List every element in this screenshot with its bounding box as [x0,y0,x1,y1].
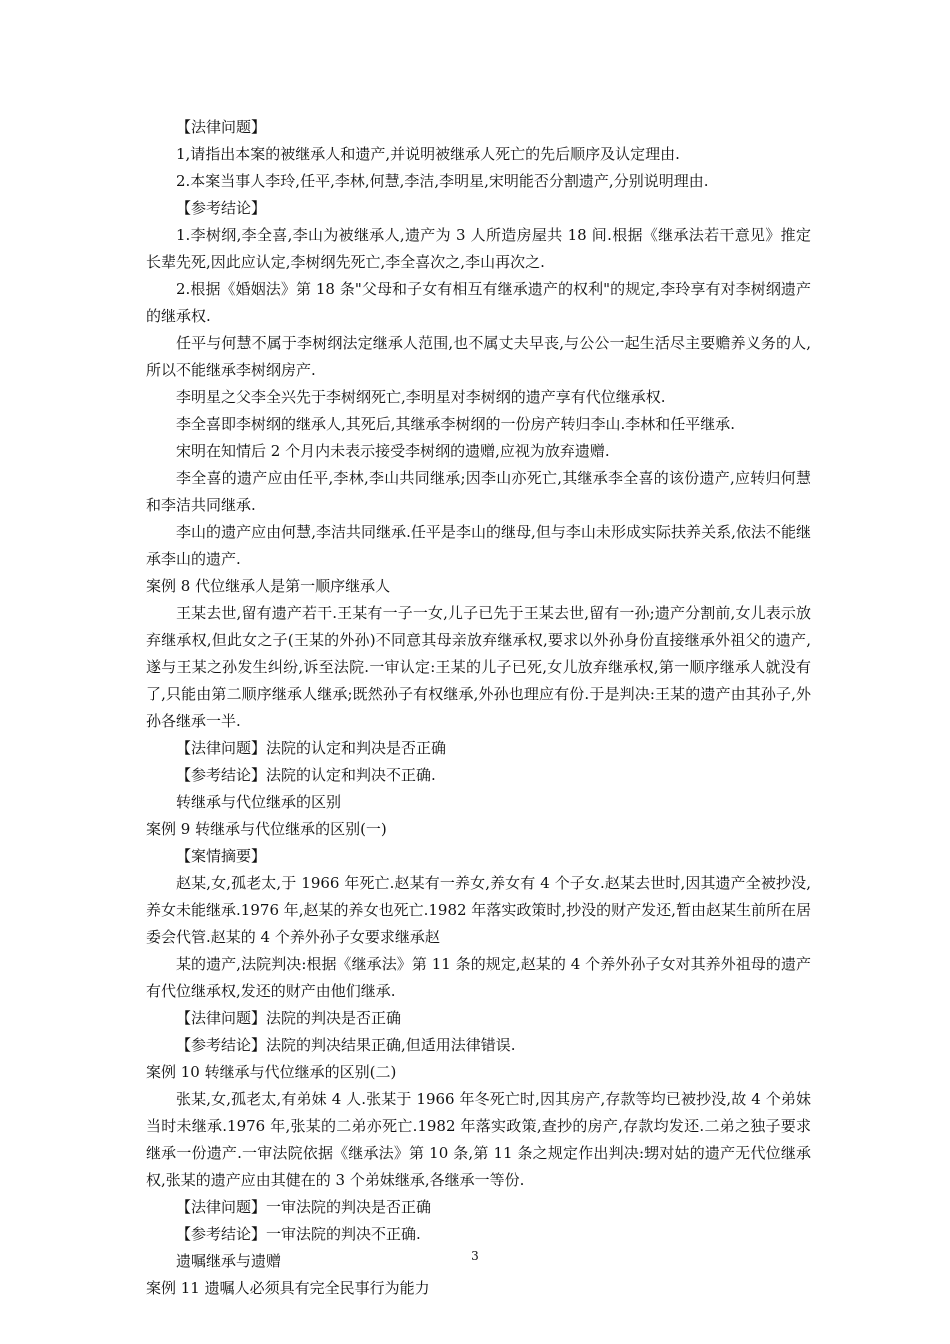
paragraph-reference-conclusion-heading: 【参考结论】 [176,199,267,217]
case-9-summary-heading: 【案情摘要】 [176,847,267,865]
case-10-title: 案例 10 转继承与代位继承的区别(二) [146,1063,397,1081]
paragraph-conclusion-1: 1.李树纲,李全喜,李山为被继承人,遗产为 3 人所造房屋共 18 间.根据《继承法若干意见》推定长辈先死,因此应认定,李树纲先死亡,李全喜次之,李山再次之. [146,226,811,271]
page-number: 3 [471,1249,479,1263]
case-8-question: 【法律问题】法院的认定和判决是否正确 [176,739,447,757]
paragraph-limingxing: 李明星之父李全兴先于李树纲死亡,李明星对李树纲的遗产享有代位继承权. [176,388,666,406]
case-9-title: 案例 9 转继承与代位继承的区别(一) [146,820,387,838]
paragraph-question-2: 2.本案当事人李玲,任平,李林,何慧,李洁,李明星,宋明能否分割遗产,分别说明理由. [176,172,709,190]
case-10-question: 【法律问题】一审法院的判决是否正确 [176,1198,432,1216]
paragraph-conclusion-2: 2.根据《婚姻法》第 18 条"父母和子女有相互有继承遗产的权利"的规定,李玲享有对李树纲遗产的继承权. [146,280,811,325]
paragraph-liquanxi: 李全喜即李树纲的继承人,其死后,其继承李树纲的一份房产转归李山.李林和任平继承. [176,415,736,433]
case-9-facts-continued: 某的遗产,法院判决:根据《继承法》第 11 条的规定,赵某的 4 个养外孙子女对其养外祖母的遗产有代位继承权,发还的财产由他们继承. [146,955,811,1000]
case-8-title: 案例 8 代位继承人是第一顺序继承人 [146,577,391,595]
case-9-question: 【法律问题】法院的判决是否正确 [176,1009,402,1027]
paragraph-songming: 宋明在知情后 2 个月内未表示接受李树纲的遗赠,应视为放弃遗赠. [176,442,610,460]
case-9-facts: 赵某,女,孤老太,于 1966 年死亡.赵某有一养女,养女有 4 个子女.赵某去世时,因其遗产全被抄没,养女未能继承.1976 年,赵某的养女也死亡.1982 年落实政策时,抄没的财产发还,暂由赵某生前所在居委会代管.赵某的 4 个养外孙子女要求继承赵 [146,874,811,946]
document-body [146,114,811,1302]
paragraph-liquanxi-estate: 李全喜的遗产应由任平,李林,李山共同继承;因李山亦死亡,其继承李全喜的该份遗产,应转归何慧和李洁共同继承. [146,469,811,514]
paragraph-legal-question-heading: 【法律问题】 [176,118,267,136]
case-8-conclusion: 【参考结论】法院的认定和判决不正确. [176,766,436,784]
section-heading-transfer-vs-subrogation: 转继承与代位继承的区别 [176,793,342,811]
case-9-conclusion: 【参考结论】法院的判决结果正确,但适用法律错误. [176,1036,516,1054]
paragraph-renping-hehui: 任平与何慧不属于李树纲法定继承人范围,也不属丈夫早丧,与公公一起生活尽主要赡养义务的人,所以不能继承李树纲房产. [146,334,811,379]
paragraph-question-1: 1,请指出本案的被继承人和遗产,并说明被继承人死亡的先后顺序及认定理由. [176,145,680,163]
case-8-facts: 王某去世,留有遗产若干.王某有一子一女,儿子已先于王某去世,留有一孙;遗产分割前,女儿表示放弃继承权,但此女之子(王某的外孙)不同意其母亲放弃继承权,要求以外孙身份直接继承外祖父的遗产,遂与王某之孙发生纠纷,诉至法院.一审认定:王某的儿子已死,女儿放弃继承权,第一顺序继承人就没有了,只能由第二顺序继承人继承;既然孙子有权继承,外孙也理应有份.于是判决:王某的遗产由其孙子,外孙各继承一半. [146,604,811,730]
case-11-title: 案例 11 遗嘱人必须具有完全民事行为能力 [146,1279,430,1297]
paragraph-lishan-estate: 李山的遗产应由何慧,李洁共同继承.任平是李山的继母,但与李山未形成实际扶养关系,依法不能继承李山的遗产. [146,523,811,568]
case-10-facts: 张某,女,孤老太,有弟妹 4 人.张某于 1966 年冬死亡时,因其房产,存款等均已被抄没,故 4 个弟妹当时未继承.1976 年,张某的二弟亦死亡.1982 年落实政策,查抄的房产,存款均发还.二弟之独子要求继承一份遗产.一审法院依据《继承法》第 10 条,第 11 条之规定作出判决:甥对姑的遗产无代位继承权,张某的遗产应由其健在的 3 个弟妹继承,各继承一等份. [146,1090,811,1189]
case-10-conclusion: 【参考结论】一审法院的判决不正确. [176,1225,421,1243]
section-heading-will-inheritance: 遗嘱继承与遗赠 [176,1252,282,1270]
